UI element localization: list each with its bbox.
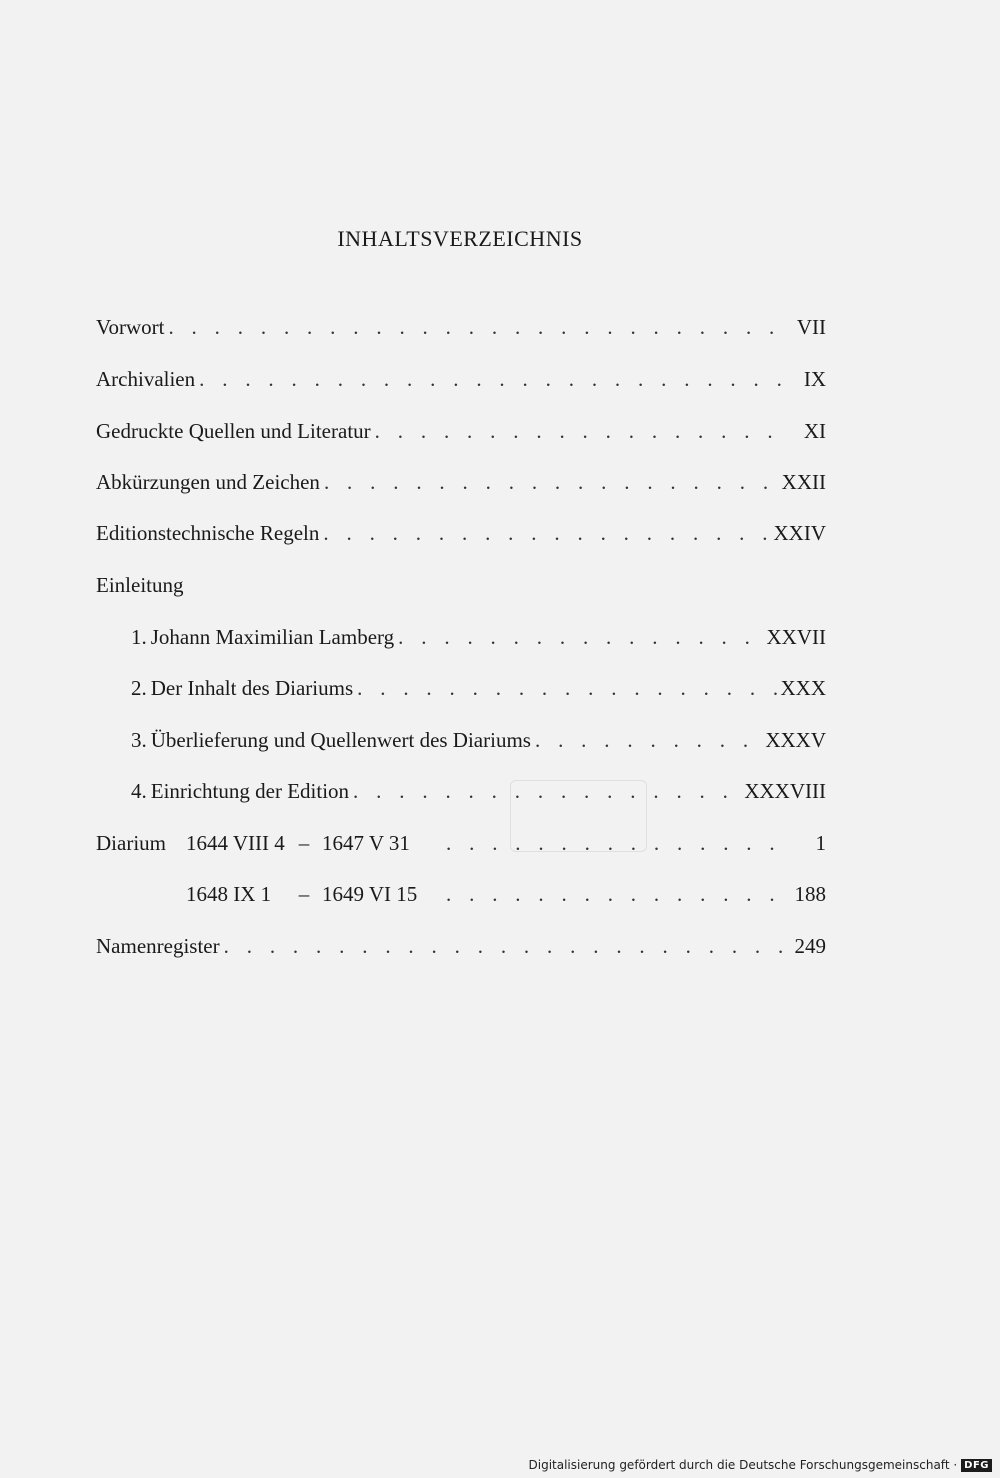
dot-leader — [224, 931, 788, 961]
toc-entry-number: 1. — [131, 625, 147, 649]
date-from: 1644 VIII 4 — [186, 831, 285, 855]
footer-text: Digitalisierung gefördert durch die Deutsche Forschungsgemeinschaft · — [528, 1458, 958, 1472]
toc-entry-label: Editionstechnische Regeln — [96, 521, 320, 545]
date-from: 1648 IX 1 — [186, 882, 272, 906]
toc-entry-quellen — [96, 416, 826, 446]
toc-entry-page: 249 — [794, 934, 826, 958]
dfg-logo: DFG — [961, 1459, 992, 1472]
toc-entry-vorwort — [96, 312, 826, 342]
toc-entry-label: Einleitung — [96, 573, 184, 597]
digitization-footer — [529, 1458, 992, 1472]
toc-entry-label: Vorwort — [96, 315, 165, 339]
toc-entry-page: 1 — [815, 831, 826, 855]
faded-library-stamp — [510, 780, 647, 852]
toc-entry-diarium-2 — [96, 879, 826, 909]
toc-entry-namenregister — [96, 931, 826, 961]
toc-entry-page: IX — [803, 367, 826, 391]
toc-entry-page: XXXVIII — [744, 779, 826, 803]
toc-entry-label: Der Inhalt des Diariums — [150, 676, 354, 700]
toc-entry-page: VII — [796, 315, 826, 339]
date-to: 1647 V 31 — [322, 831, 410, 855]
dot-leader — [324, 467, 778, 497]
toc-entry-archivalien — [96, 364, 826, 394]
toc-entry-number: 4. — [131, 779, 147, 803]
toc-entry-regeln — [96, 518, 826, 548]
date-dash: – — [298, 882, 310, 906]
toc-entry-page: XXVII — [766, 625, 826, 649]
dot-leader — [168, 312, 788, 342]
toc-subentry-1 — [131, 622, 826, 652]
toc-entry-page: XXX — [780, 676, 826, 700]
dot-leader — [446, 879, 788, 909]
toc-entry-label: Einrichtung der Edition — [150, 779, 350, 803]
toc-entry-number: 3. — [131, 728, 147, 752]
toc-entry-label: Johann Maximilian Lamberg — [150, 625, 395, 649]
page-title: INHALTSVERZEICHNIS — [337, 226, 583, 251]
toc-entry-diarium-1 — [96, 828, 826, 858]
toc-entry-abkuerzungen — [96, 467, 826, 497]
toc-subentry-3 — [131, 725, 826, 755]
toc-entry-einleitung — [96, 570, 826, 600]
toc-entry-page: XI — [803, 419, 826, 443]
toc-entry-label: Archivalien — [96, 367, 196, 391]
toc-entry-label: Abkürzungen und Zeichen — [96, 470, 320, 494]
toc-subentry-2 — [131, 673, 826, 703]
toc-entry-page: XXIV — [773, 521, 826, 545]
dot-leader — [398, 622, 762, 652]
dot-leader — [375, 416, 788, 446]
date-dash: – — [298, 831, 310, 855]
toc-entry-page: XXII — [781, 470, 826, 494]
date-to: 1649 VI 15 — [322, 882, 418, 906]
toc-entry-page: XXXV — [765, 728, 826, 752]
toc-entry-page: 188 — [794, 882, 826, 906]
dot-leader — [323, 518, 769, 548]
toc-entry-label: Gedruckte Quellen und Literatur — [96, 419, 371, 443]
dot-leader — [357, 673, 776, 703]
toc-entry-label: Namenregister — [96, 934, 220, 958]
dot-leader — [199, 364, 788, 394]
toc-entry-number: 2. — [131, 676, 147, 700]
dot-leader — [535, 725, 761, 755]
toc-subentry-4 — [131, 776, 826, 806]
toc-entry-label: Diarium — [96, 831, 166, 855]
toc-entry-label: Überlieferung und Quellenwert des Diariums — [150, 728, 531, 752]
